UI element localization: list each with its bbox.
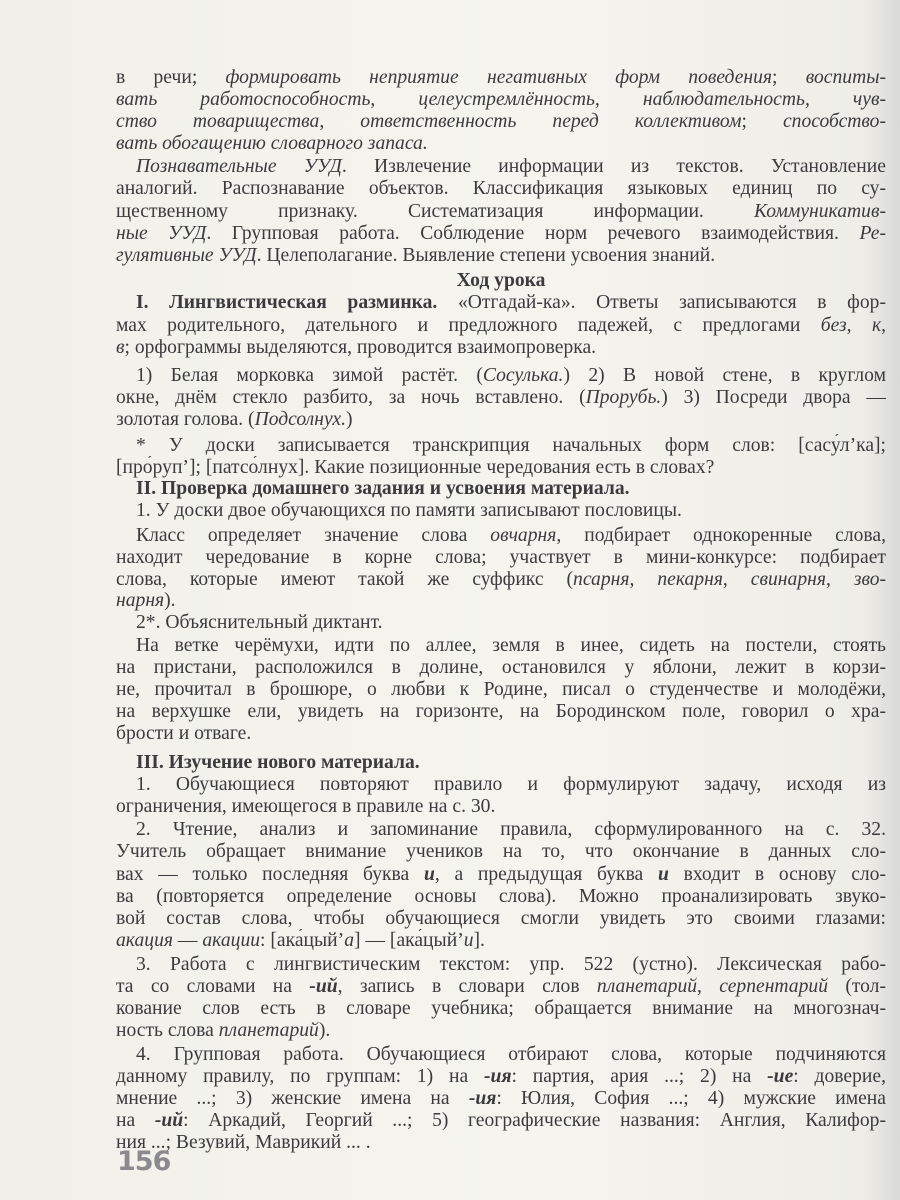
text-run: ) 2) В новой стене, в круглом [563,365,886,386]
text-run: ность слова [116,1020,219,1041]
text-line [116,1019,886,1043]
text-line [116,88,886,112]
emphasis-text: и [657,864,669,885]
text-line [116,200,886,224]
text-run: на верхушке ели, увидеть на горизонте, на Бородинском поле, говорил о хра- [116,701,886,722]
text-run: золотая голова. ( [116,409,255,430]
text-line [116,66,886,90]
text-run: брости и отваге. [116,723,252,744]
text-run: 1. Обучающиеся повторяют правило и формулируют задачу, исходя из [136,774,886,795]
text-run: окне, днём стекло разбито, за ночь вставлено. ( [116,387,586,408]
text-run: , а предыдущая буква [434,864,658,885]
text-line [136,364,886,388]
emphasis-text: -ий [154,1110,184,1131]
text-run: * У доски записывается транскрипция начальных форм слов: [сасу́л’ка]; [136,435,886,456]
emphasis-text: -ий [309,976,338,997]
text-run: та со словами на [116,976,310,997]
text-run: , [629,569,658,590]
text-run: 2. Чтение, анализ и запоминание правила, сформулированного на с. 32. [136,819,886,840]
text-run: ) [345,409,353,430]
text-line [116,997,886,1021]
text-run: , [825,569,854,590]
text-line [136,499,886,523]
text-run: . Извлечение информации из текстов. Установление [341,156,886,177]
text-line [136,1043,886,1067]
text-run: ва (повторяется определение основы слова). Можно проанализировать звуко- [116,886,886,907]
text-line [116,110,886,134]
text-run: : партия, ария ...; 2) на [511,1066,768,1087]
text-line [136,524,886,548]
text-line [116,269,886,293]
emphasis-text: целеустремлённость [418,89,595,110]
text-run: в речи; [116,67,226,88]
text-run: ). [318,1020,331,1041]
emphasis-text: -ие [767,1066,794,1087]
emphasis-text: акация [116,930,173,951]
text-run: ; орфограммы выделяются, проводится взаимопроверка. [124,337,597,358]
text-run: , [804,89,853,110]
text-run: , [370,89,419,110]
text-line [116,656,886,680]
emphasis-text: вать обогащению словарного запаса. [116,133,428,154]
emphasis-text: акации [202,930,261,951]
text-run: данному правилу, по группам: 1) на [116,1066,485,1087]
text-run: находит чередование в корне слова; участвует в мини-конкурсе: подбирает [116,547,886,568]
emphasis-text: формировать неприятие негативных форм поведения [225,67,773,88]
text-line [116,795,886,819]
emphasis-text: в [116,337,125,358]
text-run: ) 3) Посреди двора — [661,387,886,408]
text-line [116,1065,886,1089]
text-run: мнение ...; 3) женские имена на [116,1088,469,1109]
text-line [116,589,886,613]
text-line [136,953,886,977]
text-run: на [116,1110,155,1131]
text-line [116,1109,886,1133]
text-run: , подбирает однокоренные слова, [556,525,886,546]
text-line [136,155,886,179]
emphasis-text: к [871,315,882,336]
bold-text: Ход урока [456,270,546,291]
text-run: входит в основу сло- [668,864,886,885]
emphasis-text: нарня [116,590,165,611]
emphasis-text: Подсолнух. [254,409,346,430]
emphasis-text: а [344,930,354,951]
text-run: 4. Групповая работа. Обучающиеся отбирают слова, которые подчиняются [136,1044,886,1065]
text-run: 2*. Объяснительный диктант. [136,612,383,633]
emphasis-text: зво- [853,569,886,590]
emphasis-text: Сосулька. [482,365,564,386]
text-line [116,975,886,999]
text-line [116,678,886,702]
emphasis-text: овчарня [490,525,557,546]
text-run: слова, которые имеют такой же суффикс ( [116,569,574,590]
text-run: : [ака́цый’ [260,930,345,951]
text-run: щественному признаку. Систематизация информации. [116,201,754,222]
text-line [136,634,886,658]
text-line [116,885,886,909]
text-run: ограничения, имеющегося в правиле на с. 30. [116,796,496,817]
emphasis-text: Познавательные УУД [136,156,342,177]
text-line [136,751,886,775]
text-line [136,291,886,315]
emphasis-text: воспиты- [805,67,886,88]
text-run: мах родительного, дательного и предложного падежей, с предлогами [116,315,821,336]
text-line [116,546,886,570]
emphasis-text: псарня [573,569,630,590]
text-line [136,611,886,635]
text-line [116,408,886,432]
text-run: : Аркадий, Георгий ...; 5) географические названия: Англия, Калифор- [183,1110,886,1131]
text-line [116,863,886,887]
text-run: вах — только последняя буква [116,864,424,885]
text-line [116,840,886,864]
emphasis-text: ные УУД [116,223,207,244]
text-run: , [722,569,751,590]
text-line [116,1087,886,1111]
text-run: ; [772,67,806,88]
text-run: аналогий. Распознавание объектов. Классификация языковых единиц по су- [116,178,886,199]
emphasis-text: и [423,864,435,885]
text-line [136,477,886,501]
text-line [116,929,886,953]
emphasis-text: планетарий [218,1020,319,1041]
text-run: «Отгадай-ка». Ответы записываются в фор- [437,292,886,313]
text-line [116,336,886,360]
emphasis-text: ство товарищества [116,111,320,132]
text-run: . Групповая работа. Соблюдение норм речевого взаимодействия. [206,223,860,244]
text-run: . Целеполагание. Выявление степени усвоения знаний. [256,245,716,266]
text-line [116,386,886,410]
text-run: 1. У доски двое обучающихся по памяти записывают пословицы. [136,500,682,521]
bold-text: II. Проверка домашнего задания и усвоения материала. [136,478,630,499]
emphasis-text: наблюдательность [642,89,805,110]
emphasis-text: ответственность перед коллективом [360,111,742,132]
text-line [136,773,886,797]
text-line [116,222,886,246]
emphasis-text: -ия [484,1066,512,1087]
text-run: 3. Работа с лингвистическим текстом: упр. 522 (устно). Лексическая рабо- [136,954,886,975]
text-line [116,722,886,746]
text-run: ] — [ака́цый’ [354,930,464,951]
text-line [116,700,886,724]
text-run: не, прочитал в брошюре, о любви к Родине, писал о студенчестве и молодёжи, [116,679,886,700]
text-run: , [697,976,720,997]
text-line [116,1131,886,1155]
text-run: Учитель обращает внимание учеников на то, что окончание в данных сло- [116,841,886,862]
text-run: ния ...; Везувий, Маврикий ... . [116,1132,371,1153]
emphasis-text: -ия [468,1088,497,1109]
emphasis-text: способство- [782,111,886,132]
text-line [116,314,886,338]
emphasis-text: без [820,315,847,336]
text-run: (тол- [828,976,886,997]
text-line [116,177,886,201]
text-run: , [594,89,643,110]
text-run: , запись в словари слов [337,976,597,997]
emphasis-text: серпентарий [719,976,828,997]
page-number: 156 [117,1146,171,1177]
emphasis-text: пекарня [657,569,723,590]
text-run: [про́руп’]; [патсо́лнух]. Какие позиционные чередования есть в словах? [116,457,715,478]
emphasis-text: Коммуникатив- [754,201,886,222]
text-run: — [172,930,203,951]
text-run: На ветке черёмухи, идти по аллее, земля в инее, сидеть на постели, стоять [136,635,886,656]
emphasis-text: вать работоспособность [116,89,371,110]
text-run: на пристани, расположился в долине, остановился у яблони, лежит в корзи- [116,657,886,678]
emphasis-text: гулятивные УУД [116,245,257,266]
text-line [136,434,886,458]
text-run: Класс определяет значение слова [136,525,491,546]
text-run: кование слов есть в словаре учебника; обращается внимание на многознач- [116,998,886,1019]
emphasis-text: свинарня [750,569,826,590]
text-run: : Юлия, София ...; 4) мужские имена [496,1088,886,1109]
text-run: 1) Белая морковка зимой растёт. ( [136,365,483,386]
text-line [136,818,886,842]
text-run: ; [741,111,783,132]
text-run: , [846,315,872,336]
text-run: , [881,315,886,336]
emphasis-text: планетарий [596,976,698,997]
text-line [116,132,886,156]
emphasis-text: Прорубь. [585,387,662,408]
emphasis-text: и [463,930,474,951]
text-run: ). [164,590,176,611]
text-run: , [319,111,361,132]
text-run: : доверие, [793,1066,886,1087]
bold-text: I. Лингвистическая разминка. [136,292,438,313]
text-run: вой состав слова, чтобы обучающиеся смогли увидеть это своими глазами: [116,908,886,929]
text-line [116,244,886,268]
emphasis-text: чув- [852,89,886,110]
text-run: ]. [473,930,485,951]
text-line [116,907,886,931]
emphasis-text: Ре- [859,223,886,244]
bold-text: III. Изучение нового материала. [136,752,420,773]
